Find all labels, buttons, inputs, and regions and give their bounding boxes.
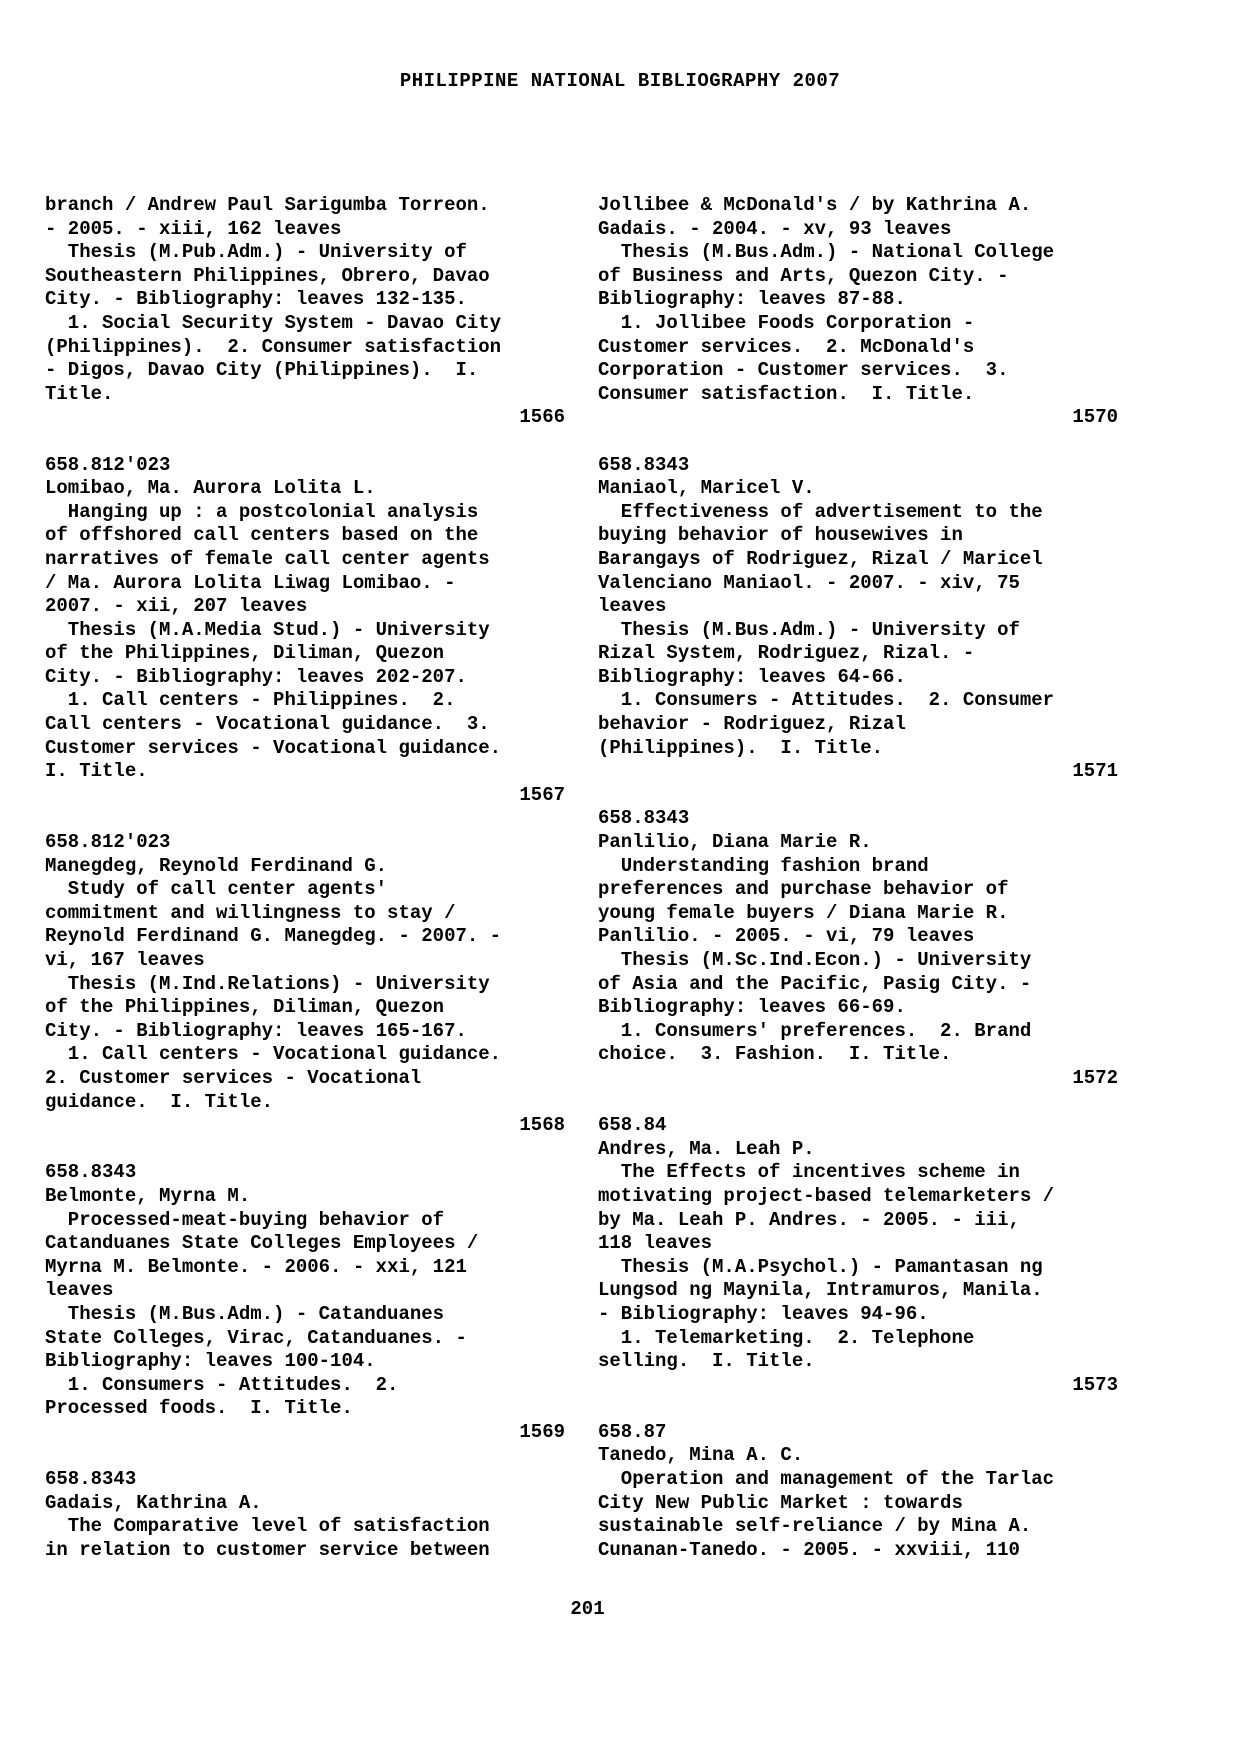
entry-line: - Digos, Davao City (Philippines). I. [45, 359, 479, 382]
bibliography-entry [598, 454, 1118, 784]
bibliography-entry [598, 1114, 1118, 1397]
entry-line: City New Public Market : towards [598, 1491, 963, 1514]
entry-line: City. - Bibliography: leaves 202-207. [45, 665, 467, 688]
page-title: PHILIPPINE NATIONAL BIBLIOGRAPHY 2007 [399, 70, 841, 92]
entry-number: 1572 [1072, 1066, 1118, 1089]
entry-line: 1. Call centers - Vocational guidance. [45, 1043, 502, 1066]
entry-line: City. - Bibliography: leaves 132-135. [45, 288, 467, 311]
entry-line: motivating project-based telemarketers / [598, 1184, 1055, 1207]
entry-line: Barangays of Rodriguez, Rizal / Maricel [598, 547, 1043, 570]
entry-number: 1570 [1072, 406, 1118, 429]
entry-line: Understanding fashion brand [598, 854, 929, 877]
entry-line: guidance. I. Title. [45, 1090, 274, 1113]
bibliography-entry [598, 194, 1118, 430]
entry-line: selling. I. Title. [598, 1350, 815, 1373]
entry-line: Consumer satisfaction. I. Title. [598, 382, 975, 405]
entry-line: Andres, Ma. Leah P. [598, 1137, 815, 1160]
bibliography-entry [45, 194, 565, 430]
bibliography-entry [598, 1421, 1118, 1563]
entry-spacer [45, 430, 565, 454]
entry-line: by Ma. Leah P. Andres. - 2005. - iii, [598, 1208, 1020, 1231]
right-column [598, 194, 1118, 1562]
entry-line: / Ma. Aurora Lolita Liwag Lomibao. - [45, 571, 456, 594]
entry-line: - Bibliography: leaves 94-96. [598, 1302, 929, 1325]
entry-line: Rizal System, Rodriguez, Rizal. - [598, 642, 975, 665]
entry-line: 1. Consumers' preferences. 2. Brand [598, 1019, 1032, 1042]
entry-line: preferences and purchase behavior of [598, 878, 1009, 901]
entry-line: in relation to customer service between [45, 1538, 490, 1561]
entry-line: leaves [45, 1279, 114, 1302]
entry-line: Corporation - Customer services. 3. [598, 359, 1009, 382]
entry-line: Reynold Ferdinand G. Manegdeg. - 2007. - [45, 925, 502, 948]
entry-line: 658.8343 [45, 1161, 137, 1184]
entry-line: Valenciano Maniaol. - 2007. - xiv, 75 [598, 571, 1020, 594]
entry-spacer [45, 1138, 565, 1162]
entry-line: of the Philippines, Diliman, Quezon [45, 642, 445, 665]
entry-line: behavior - Rodriguez, Rizal [598, 713, 906, 736]
entry-line: 1. Telemarketing. 2. Telephone [598, 1326, 975, 1349]
bibliography-entry [45, 454, 565, 808]
entry-line: Bibliography: leaves 64-66. [598, 665, 906, 688]
entry-line: Processed foods. I. Title. [45, 1397, 353, 1420]
entry-line: 658.812'023 [45, 831, 171, 854]
entry-line: Thesis (M.Bus.Adm.) - National College [598, 241, 1055, 264]
entry-line: 658.8343 [598, 807, 690, 830]
entry-line: 658.8343 [598, 453, 690, 476]
entry-line: 1. Social Security System - Davao City [45, 311, 502, 334]
entry-line: 658.84 [598, 1114, 667, 1137]
entry-line: Thesis (M.Bus.Adm.) - Catanduanes [45, 1302, 445, 1325]
entry-line: Gadais. - 2004. - xv, 93 leaves [598, 217, 952, 240]
entry-line: 1. Consumers - Attitudes. 2. Consumer [598, 689, 1055, 712]
entry-line: Manegdeg, Reynold Ferdinand G. [45, 854, 388, 877]
entry-line: The Comparative level of satisfaction [45, 1515, 490, 1538]
entry-line: leaves [598, 595, 667, 618]
entry-line: Bibliography: leaves 100-104. [45, 1350, 376, 1373]
entry-number: 1569 [519, 1420, 565, 1443]
entry-number: 1571 [1072, 760, 1118, 783]
entry-line: 658.8343 [45, 1468, 137, 1491]
entry-line: - 2005. - xiii, 162 leaves [45, 217, 342, 240]
entry-line: vi, 167 leaves [45, 949, 205, 971]
entry-line: 658.812'023 [45, 453, 171, 476]
entry-line: 2. Customer services - Vocational [45, 1066, 422, 1089]
bibliography-entry [598, 807, 1118, 1090]
entry-line: of Business and Arts, Quezon City. - [598, 264, 1009, 287]
entry-line: sustainable self-reliance / by Mina A. [598, 1515, 1032, 1538]
entry-line: Processed-meat-buying behavior of [45, 1208, 445, 1231]
entry-spacer [45, 1444, 565, 1468]
entry-line: Panlilio. - 2005. - vi, 79 leaves [598, 925, 975, 948]
entry-line: 1. Consumers - Attitudes. 2. [45, 1373, 399, 1396]
entry-line: State Colleges, Virac, Catanduanes. - [45, 1326, 467, 1349]
entry-line: choice. 3. Fashion. I. Title. [598, 1043, 952, 1066]
entry-line: of offshored call centers based on the [45, 524, 479, 547]
entry-line: 118 leaves [598, 1232, 713, 1255]
entry-line: buying behavior of housewives in [598, 524, 963, 547]
entry-line: (Philippines). 2. Consumer satisfaction [45, 335, 502, 358]
entry-line: 2007. - xii, 207 leaves [45, 595, 308, 618]
bibliography-entry [45, 831, 565, 1138]
entry-line: Bibliography: leaves 66-69. [598, 996, 906, 1019]
entry-line: 658.87 [598, 1420, 667, 1443]
entry-line: of Asia and the Pacific, Pasig City. - [598, 972, 1032, 995]
entry-line: The Effects of incentives scheme in [598, 1161, 1020, 1184]
entry-line: (Philippines). I. Title. [598, 736, 884, 759]
bibliography-entry [45, 1161, 565, 1444]
entry-line: Southeastern Philippines, Obrero, Davao [45, 264, 490, 287]
entry-spacer [598, 1091, 1118, 1115]
entry-line: Catanduanes State Colleges Employees / [45, 1232, 479, 1255]
entry-line: Belmonte, Myrna M. [45, 1184, 251, 1207]
left-column [45, 194, 565, 1562]
entry-line: Maniaol, Maricel V. [598, 477, 815, 500]
entry-line: Myrna M. Belmonte. - 2006. - xxi, 121 [45, 1255, 467, 1278]
entry-number: 1567 [519, 783, 565, 806]
bibliography-entry [45, 1468, 565, 1562]
entry-line: Bibliography: leaves 87-88. [598, 288, 906, 311]
entry-line: Thesis (M.Pub.Adm.) - University of [45, 241, 467, 264]
entry-line: 1. Call centers - Philippines. 2. [45, 689, 456, 712]
entry-line: young female buyers / Diana Marie R. [598, 901, 1009, 924]
entry-line: of the Philippines, Diliman, Quezon [45, 996, 445, 1019]
entry-number: 1566 [519, 406, 565, 429]
entry-line: Operation and management of the Tarlac [598, 1468, 1055, 1491]
entry-line: Thesis (M.Ind.Relations) - University [45, 972, 490, 995]
entry-number: 1573 [1072, 1373, 1118, 1396]
entry-line: Thesis (M.A.Psychol.) - Pamantasan ng [598, 1255, 1043, 1278]
entry-line: Lungsod ng Maynila, Intramuros, Manila. [598, 1279, 1043, 1302]
entry-line: Jollibee & McDonald's / by Kathrina A. [598, 194, 1032, 216]
entry-line: Thesis (M.A.Media Stud.) - University [45, 618, 490, 641]
entry-line: branch / Andrew Paul Sarigumba Torreon. [45, 194, 490, 216]
entry-line: Call centers - Vocational guidance. 3. [45, 713, 490, 736]
entry-line: Thesis (M.Sc.Ind.Econ.) - University [598, 949, 1032, 971]
entry-line: City. - Bibliography: leaves 165-167. [45, 1019, 467, 1042]
entry-number: 1568 [519, 1114, 565, 1137]
page-number: 201 [570, 1598, 605, 1620]
entry-line: Effectiveness of advertisement to the [598, 500, 1043, 523]
entry-line: Tanedo, Mina A. C. [598, 1444, 804, 1467]
entry-line: Thesis (M.Bus.Adm.) - University of [598, 618, 1020, 641]
entry-line: I. Title. [45, 760, 148, 783]
entry-line: Cunanan-Tanedo. - 2005. - xxviii, 110 [598, 1538, 1020, 1561]
entry-line: Gadais, Kathrina A. [45, 1491, 262, 1514]
entry-spacer [598, 784, 1118, 808]
entry-line: Study of call center agents' [45, 878, 388, 901]
entry-line: Customer services. 2. McDonald's [598, 335, 975, 358]
entry-line: Hanging up : a postcolonial analysis [45, 500, 479, 523]
entry-line: Panlilio, Diana Marie R. [598, 831, 872, 854]
entry-line: 1. Jollibee Foods Corporation - [598, 311, 975, 334]
entry-line: Lomibao, Ma. Aurora Lolita L. [45, 477, 376, 500]
entry-line: commitment and willingness to stay / [45, 901, 456, 924]
entry-spacer [45, 807, 565, 831]
entry-spacer [598, 1397, 1118, 1421]
entry-line: narratives of female call center agents [45, 547, 490, 570]
entry-line: Customer services - Vocational guidance. [45, 736, 502, 759]
entry-line: Title. [45, 382, 114, 405]
entry-spacer [598, 430, 1118, 454]
